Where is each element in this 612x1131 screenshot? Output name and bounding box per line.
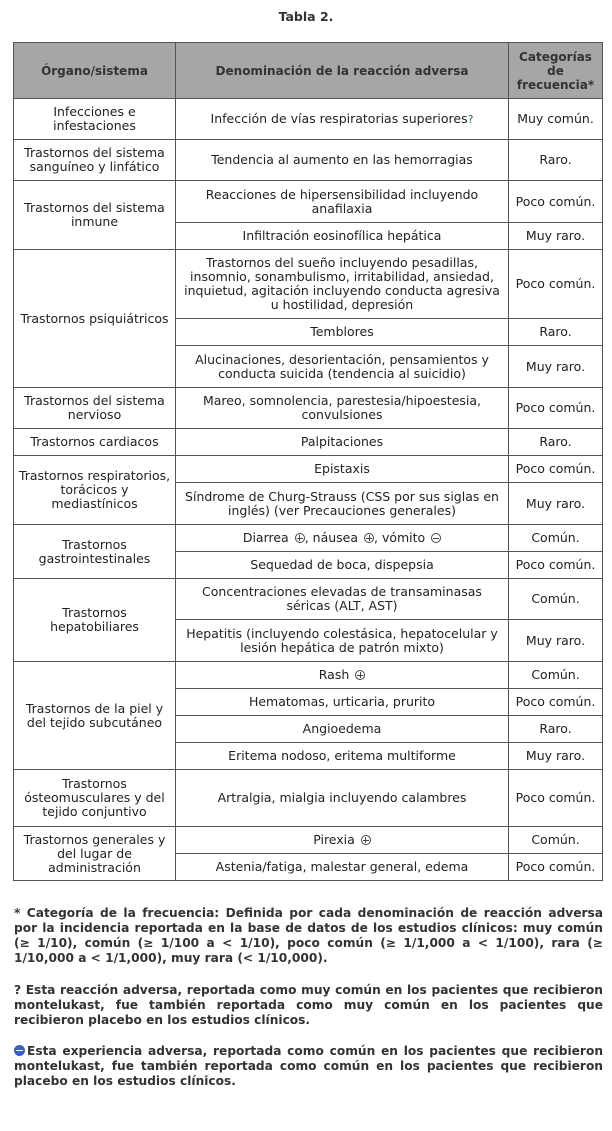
table-row (14, 181, 603, 223)
header-frequency: Categorías de frecuencia* (509, 43, 603, 99)
table-row (14, 250, 603, 319)
plus-footnote (14, 1044, 603, 1089)
frequency-cell: Común. (509, 827, 603, 854)
organ-cell: Trastornos cardiacos (14, 429, 176, 456)
reaction-cell: Pirexia (176, 827, 509, 854)
frequency-cell: Muy raro. (509, 620, 603, 662)
frequency-cell: Común. (509, 579, 603, 620)
reaction-cell: Hepatitis (incluyendo colestásica, hepatocelular y lesión hepática de patrón mixto) (176, 620, 509, 662)
plus-footnote-text: Esta experiencia adversa, reportada como común en los pacientes que recibieron montelukast, fue también reportada como común en los pacientes que recibieron placebo en los estudios clínicos. (14, 1044, 603, 1088)
reaction-cell: Eritema nodoso, eritema multiforme (176, 743, 509, 770)
reaction-cell: Angioedema (176, 716, 509, 743)
question-marker: ? (467, 112, 474, 126)
frequency-footnote: * Categoría de la frecuencia: Definida por cada denominación de reacción adversa por la incidencia reportada en la base de datos de los estudios clínicos: muy común (≥ 1/10), común (≥ 1/100 a < 1/10), poco común (≥ 1/1,000 a < 1/100), rara (≥ 1/10,000 a < 1/1,000), muy rara (< 1/10,000). (14, 906, 603, 965)
table-row (14, 388, 603, 429)
organ-cell: Trastornos hepatobiliares (14, 579, 176, 662)
frequency-cell: Poco común. (509, 250, 603, 319)
circled-plus-icon (295, 533, 305, 543)
reaction-cell: Epistaxis (176, 456, 509, 483)
reaction-cell: Alucinaciones, desorientación, pensamientos y conducta suicida (tendencia al suicidio) (176, 346, 509, 388)
frequency-cell: Raro. (509, 429, 603, 456)
organ-cell: Infecciones e infestaciones (14, 99, 176, 140)
frequency-cell: Poco común. (509, 552, 603, 579)
frequency-cell: Poco común. (509, 770, 603, 827)
frequency-cell: Muy raro. (509, 346, 603, 388)
reaction-cell: Tendencia al aumento en las hemorragias (176, 140, 509, 181)
table-row (14, 827, 603, 854)
frequency-cell: Poco común. (509, 388, 603, 429)
table-row (14, 456, 603, 483)
table-row (14, 99, 603, 140)
table-row (14, 525, 603, 552)
reaction-cell: Trastornos del sueño incluyendo pesadillas, insomnio, sonambulismo, irritabilidad, ansiedad, inquietud, agitación incluyendo conducta agresiva u hostilidad, depresión (176, 250, 509, 319)
frequency-cell: Poco común. (509, 854, 603, 881)
table-row (14, 140, 603, 181)
frequency-cell: Raro. (509, 716, 603, 743)
header-reaction: Denominación de la reacción adversa (176, 43, 509, 99)
reaction-cell: Infiltración eosinofílica hepática (176, 223, 509, 250)
organ-cell: Trastornos gastrointestinales (14, 525, 176, 579)
reaction-cell: Diarrea , náusea , vómito (176, 525, 509, 552)
circled-plus-icon (431, 533, 441, 543)
reaction-cell: Infección de vías respiratorias superiores? (176, 99, 509, 140)
adverse-reactions-table (13, 42, 603, 881)
reaction-cell: Astenia/fatiga, malestar general, edema (176, 854, 509, 881)
table-row (14, 579, 603, 620)
reaction-cell: Palpitaciones (176, 429, 509, 456)
organ-cell: Trastornos del sistema nervioso (14, 388, 176, 429)
circled-plus-icon (355, 670, 365, 680)
reaction-cell: Mareo, somnolencia, parestesia/hipoestesia, convulsiones (176, 388, 509, 429)
table-title: Tabla 2. (278, 9, 334, 24)
frequency-cell: Muy raro. (509, 743, 603, 770)
reaction-cell: Reacciones de hipersensibilidad incluyendo anafilaxia (176, 181, 509, 223)
header-organ: Órgano/sistema (14, 43, 176, 99)
frequency-cell: Raro. (509, 319, 603, 346)
frequency-cell: Muy común. (509, 99, 603, 140)
reaction-cell: Sequedad de boca, dispepsia (176, 552, 509, 579)
frequency-cell: Común. (509, 525, 603, 552)
circled-plus-icon (364, 533, 374, 543)
frequency-cell: Poco común. (509, 456, 603, 483)
table-row (14, 770, 603, 827)
reaction-cell: Temblores (176, 319, 509, 346)
circled-symbol-icon (14, 1045, 25, 1056)
frequency-cell: Común. (509, 662, 603, 689)
organ-cell: Trastornos ósteomusculares y del tejido conjuntivo (14, 770, 176, 827)
organ-cell: Trastornos del sistema sanguíneo y linfático (14, 140, 176, 181)
circled-plus-icon (361, 835, 371, 845)
reaction-cell: Artralgia, mialgia incluyendo calambres (176, 770, 509, 827)
organ-cell: Trastornos del sistema inmune (14, 181, 176, 250)
frequency-cell: Muy raro. (509, 223, 603, 250)
frequency-cell: Raro. (509, 140, 603, 181)
reaction-cell: Concentraciones elevadas de transaminasas séricas (ALT, AST) (176, 579, 509, 620)
question-footnote-text: Esta reacción adversa, reportada como muy común en los pacientes que recibieron montelukast, fue también reportada como muy común en los pacientes que recibieron placebo en los estudios clínicos. (14, 983, 603, 1027)
reaction-cell: Hematomas, urticaria, prurito (176, 689, 509, 716)
reaction-cell: Rash (176, 662, 509, 689)
organ-cell: Trastornos psiquiátricos (14, 250, 176, 388)
table-row (14, 662, 603, 689)
frequency-cell: Muy raro. (509, 483, 603, 525)
reaction-cell: Síndrome de Churg-Strauss (CSS por sus siglas en inglés) (ver Precauciones generales) (176, 483, 509, 525)
table-body (14, 99, 603, 881)
frequency-cell: Poco común. (509, 689, 603, 716)
organ-cell: Trastornos respiratorios, torácicos y mediastínicos (14, 456, 176, 525)
question-mark: ? (14, 983, 22, 997)
question-footnote (14, 983, 603, 1028)
table-header-row (14, 43, 603, 99)
table-row (14, 429, 603, 456)
organ-cell: Trastornos de la piel y del tejido subcutáneo (14, 662, 176, 770)
organ-cell: Trastornos generales y del lugar de administración (14, 827, 176, 881)
frequency-cell: Poco común. (509, 181, 603, 223)
